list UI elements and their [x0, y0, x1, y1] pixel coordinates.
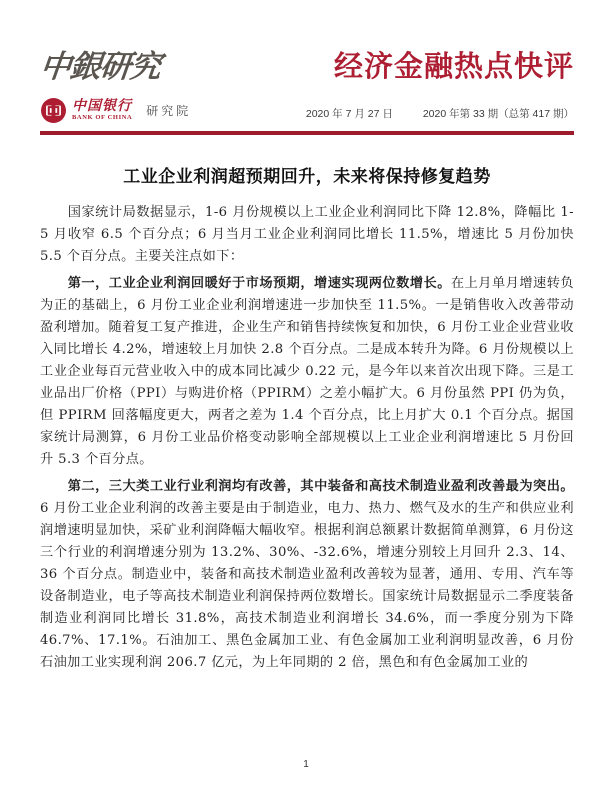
- boc-coin-logo-icon: [40, 97, 67, 124]
- issue-info-row: [306, 106, 574, 124]
- zhongyin-research-calligraphy-logo: 中銀研究: [38, 49, 162, 85]
- paragraph-intro: [40, 202, 574, 268]
- issue-date: 2020 年 7 月 27 日: [305, 108, 393, 120]
- boc-name-en: BANK OF CHINA: [72, 114, 133, 122]
- institute-label: 研究院: [146, 104, 192, 118]
- paragraph-point-2-text: 6 月份工业企业利润的改善主要是由于制造业，电力、热力、燃气及水的生产和供应业利润增速明显加快，采矿业利润降幅大幅收窄。根据利润总额累计数据简单测算，6 月份这三个行业的利润增速分别为 13.2%、30%、-32.6%，增速分别较上月回升 2.3、14、36 个百分点。制造业中，装备和高技术制造业盈利改善较为显著，通用、专用、汽车等设备制造业，电子等高技术制造业利润保持两位数增长。国家统计局数据显示二季度装备制造业利润同比增长 31.8%，高技术制造业利润增长 34.6%，而一季度分别为下降 46.7%、17.1%。石油加工、黑色金属加工业、有色金属加工业利润明显改善，6 月份石油加工业实现利润 206.7 亿元，为上年同期的 2 倍，黑色和有色金属加工业的: [40, 501, 574, 670]
- paragraph-point-1: [40, 273, 574, 471]
- report-header: [0, 0, 612, 135]
- header-divider-rule: [40, 131, 574, 135]
- page-footer: [0, 759, 612, 770]
- boc-name-cn: 中国银行: [72, 98, 132, 115]
- issue-number: 2020 年第 33 期（总第 417 期）: [422, 108, 574, 120]
- article-title: 工业企业利润超预期回升，未来将保持修复趋势: [123, 167, 491, 187]
- publication-title: 经济金融热点快评: [333, 51, 574, 83]
- paragraph-intro-text: 国家统计局数据显示，1-6 月份规模以上工业企业利润同比下降 12.8%，降幅比 1-5 月收窄 6.5 个百分点；6 月当月工业企业利润同比增长 11.5%，增速比 5 月份加快 5.5 个百分点。主要关注点如下：: [40, 205, 574, 264]
- paragraph-point-2-lead: 第二，三大类工业行业利润均有改善，其中装备和高技术制造业盈利改善最为突出。: [67, 479, 574, 494]
- page-number: 1: [303, 759, 309, 770]
- paragraph-point-1-text: 在上月单月增速转负为正的基础上，6 月份工业企业利润增速进一步加快至 11.5%。一是销售收入改善带动盈利增加。随着复工复产推进，企业生产和销售持续恢复和加快，6 月份工业企业营业收入同比增长 4.2%，增速较上月加快 2.8 个百分点。二是成本转升为降。6 月份规模以上工业企业每百元营业收入中的成本同比减少 0.22 元，是今年以来首次出现下降。三是工业品出厂价格（PPI）与购进价格（PPIRM）之差小幅扩大。6 月份虽然 PPI 仍为负，但 PPIRM 回落幅度更大，两者之差为 1.4 个百分点，比上月扩大 0.1 个百分点。据国家统计局测算，6 月份工业品价格变动影响全部规模以上工业企业利润增速比 5 月份回升 5.3 个百分点。: [40, 276, 574, 467]
- header-sub-row: [40, 97, 574, 124]
- paragraph-point-2: [40, 476, 574, 674]
- boc-brand-block: [40, 97, 191, 124]
- header-top-row: [38, 49, 574, 85]
- boc-name-stack: [72, 99, 132, 122]
- article-body: [0, 162, 612, 674]
- paragraph-point-1-lead: 第一，工业企业利润回暖好于市场预期，增速实现两位数增长。: [67, 276, 451, 291]
